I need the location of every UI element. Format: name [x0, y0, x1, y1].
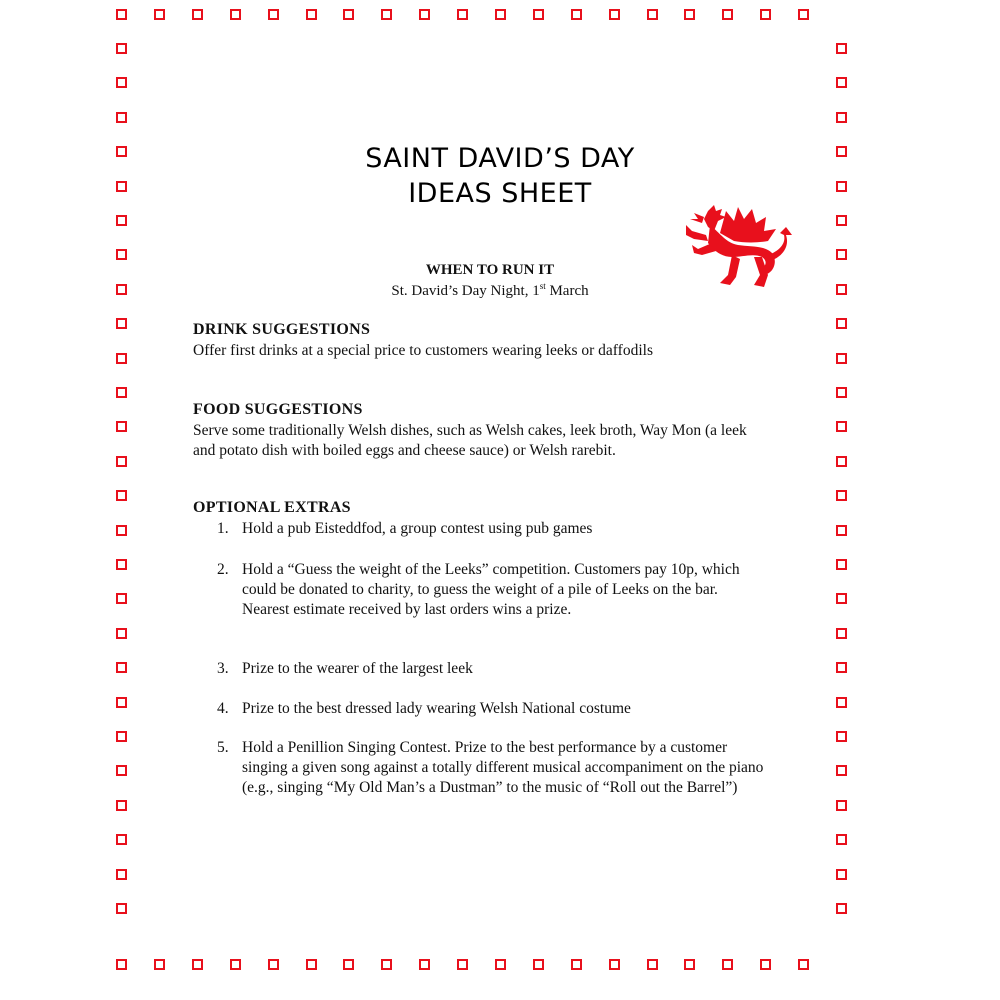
list-item-text: Prize to the wearer of the largest leek: [242, 660, 473, 677]
border-square: [116, 387, 127, 398]
border-square: [647, 9, 658, 20]
list-item-number: 5.: [217, 739, 229, 756]
border-square: [836, 353, 847, 364]
border-square: [836, 77, 847, 88]
when-heading: WHEN TO RUN IT: [425, 262, 555, 278]
border-square: [116, 146, 127, 157]
border-square: [836, 834, 847, 845]
border-square: [268, 959, 279, 970]
border-square: [306, 9, 317, 20]
border-square: [116, 77, 127, 88]
border-square: [116, 559, 127, 570]
border-square: [836, 628, 847, 639]
border-square: [192, 959, 203, 970]
border-square: [116, 318, 127, 329]
extras-heading: OPTIONAL EXTRAS: [193, 499, 351, 516]
border-square: [571, 959, 582, 970]
border-square: [116, 421, 127, 432]
border-square: [116, 959, 127, 970]
border-square: [836, 490, 847, 501]
border-square: [495, 9, 506, 20]
border-square: [116, 731, 127, 742]
drink-text: Offer first drinks at a special price to customers wearing leeks or daffodils: [193, 342, 653, 359]
border-square: [836, 387, 847, 398]
border-square: [192, 9, 203, 20]
border-square: [343, 9, 354, 20]
border-square: [116, 284, 127, 295]
border-square: [836, 593, 847, 604]
border-square: [116, 628, 127, 639]
border-square: [116, 249, 127, 260]
when-date-ordinal: st: [539, 281, 546, 291]
page-title-line-2: IDEAS SHEET: [408, 178, 592, 209]
border-square: [836, 456, 847, 467]
border-square: [116, 525, 127, 536]
border-square: [836, 697, 847, 708]
border-square: [116, 765, 127, 776]
border-square: [836, 181, 847, 192]
border-square: [116, 834, 127, 845]
border-square: [836, 559, 847, 570]
border-square: [116, 662, 127, 673]
border-square: [116, 456, 127, 467]
border-square: [381, 959, 392, 970]
border-square: [419, 959, 430, 970]
border-square: [419, 9, 430, 20]
border-square: [836, 249, 847, 260]
food-heading: FOOD SUGGESTIONS: [193, 401, 363, 418]
border-square: [116, 593, 127, 604]
list-item-number: 2.: [217, 561, 229, 578]
border-square: [495, 959, 506, 970]
border-square: [836, 903, 847, 914]
border-square: [457, 9, 468, 20]
border-square: [836, 525, 847, 536]
border-square: [836, 215, 847, 226]
list-item-text: Hold a Penillion Singing Contest. Prize to the best performance by a customer singing a given song against a totally different musical accompaniment on the piano (e.g., singing “My Old Man’s a Dustman” to the music of “Roll out the Barrel”): [242, 739, 764, 796]
border-square: [722, 9, 733, 20]
border-square: [116, 181, 127, 192]
border-square: [836, 662, 847, 673]
border-square: [116, 903, 127, 914]
border-square: [647, 959, 658, 970]
border-square: [116, 43, 127, 54]
border-square: [306, 959, 317, 970]
when-date-month: March: [545, 283, 589, 299]
border-square: [684, 959, 695, 970]
border-square: [798, 9, 809, 20]
border-square: [836, 318, 847, 329]
border-square: [609, 959, 620, 970]
list-item-text: Hold a “Guess the weight of the Leeks” competition. Customers pay 10p, which could be donated to charity, to guess the weight of a pile of Leeks on the bar. Nearest estimate received by last orders wins a prize.: [242, 561, 740, 618]
border-square: [230, 9, 241, 20]
border-square: [684, 9, 695, 20]
border-square: [533, 9, 544, 20]
list-item-number: 3.: [217, 660, 229, 677]
border-square: [457, 959, 468, 970]
border-square: [154, 9, 165, 20]
when-date-text-main: St. David’s Day Night, 1: [391, 283, 540, 299]
border-square: [760, 959, 771, 970]
food-text: Serve some traditionally Welsh dishes, such as Welsh cakes, leek broth, Way Mon (a leek and potato dish with boiled eggs and cheese sauce) or Welsh rarebit.: [193, 422, 747, 459]
border-square: [230, 959, 241, 970]
border-square: [836, 800, 847, 811]
border-square: [836, 284, 847, 295]
border-square: [836, 765, 847, 776]
border-square: [609, 9, 620, 20]
border-square: [798, 959, 809, 970]
border-square: [836, 112, 847, 123]
border-square: [116, 869, 127, 880]
border-square: [760, 9, 771, 20]
border-square: [722, 959, 733, 970]
border-square: [116, 490, 127, 501]
border-square: [116, 215, 127, 226]
border-square: [836, 146, 847, 157]
border-square: [836, 43, 847, 54]
border-square: [343, 959, 354, 970]
border-square: [116, 697, 127, 708]
border-square: [154, 959, 165, 970]
border-square: [116, 9, 127, 20]
border-square: [571, 9, 582, 20]
list-item-number: 1.: [217, 520, 229, 537]
border-square: [836, 731, 847, 742]
list-item-text: Hold a pub Eisteddfod, a group contest using pub games: [242, 520, 593, 537]
border-square: [116, 353, 127, 364]
border-square: [836, 869, 847, 880]
border-square: [381, 9, 392, 20]
border-square: [268, 9, 279, 20]
border-square: [836, 421, 847, 432]
border-square: [116, 800, 127, 811]
drink-heading: DRINK SUGGESTIONS: [193, 321, 371, 338]
list-item-number: 4.: [217, 700, 229, 717]
welsh-dragon-icon: [668, 203, 800, 295]
when-date-text: [300, 281, 680, 300]
page-title-line-1: SAINT DAVID’S DAY: [365, 143, 635, 174]
border-square: [533, 959, 544, 970]
border-square: [116, 112, 127, 123]
list-item-text: Prize to the best dressed lady wearing Welsh National costume: [242, 700, 631, 717]
